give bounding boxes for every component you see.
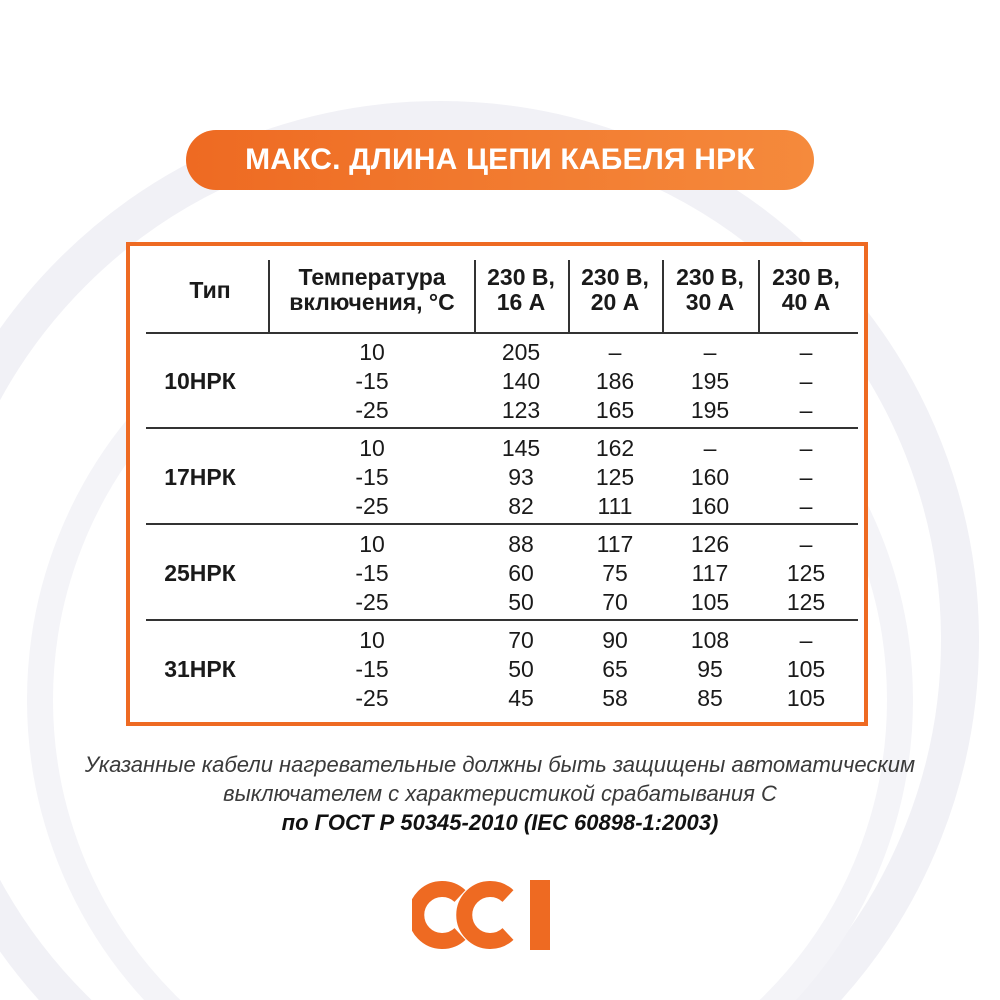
length-20a-cell: 65 [602, 656, 628, 682]
header-20a-line1: 230 В, [581, 264, 649, 290]
header-divider [474, 260, 476, 332]
length-20a-cell: 58 [602, 685, 628, 711]
length-30a-cell: 95 [697, 656, 723, 682]
header-16a-line2: 16 А [496, 289, 546, 315]
length-40a-cell: – [799, 627, 813, 653]
group-separator [146, 523, 858, 525]
temperature-cell: 10 [359, 531, 385, 557]
length-40a-cell: – [799, 397, 813, 423]
group-separator [146, 619, 858, 621]
cable-length-table [126, 242, 868, 726]
header-40a-line2: 40 А [781, 289, 831, 315]
temperature-cell: 10 [359, 627, 385, 653]
header-20a [568, 246, 662, 334]
length-40a-cell: – [799, 493, 813, 519]
length-16a-cell: 88 [508, 531, 534, 557]
length-40a-cell: – [799, 435, 813, 461]
temperature-cell: -25 [355, 589, 389, 615]
length-20a-cell: 117 [596, 531, 634, 557]
length-16a-cell: 82 [508, 493, 534, 519]
length-30a-cell: – [703, 339, 717, 365]
length-20a-cell: 90 [602, 627, 628, 653]
length-30a-cell: 108 [690, 627, 730, 653]
header-divider [758, 260, 760, 332]
footnote-line2: выключателем с характеристикой срабатывания С [223, 781, 777, 806]
length-20a-cell: 165 [595, 397, 635, 423]
length-30a-cell: 126 [690, 531, 730, 557]
header-16a-line1: 230 В, [487, 264, 555, 290]
length-40a-cell: – [799, 464, 813, 490]
header-divider [662, 260, 664, 332]
length-40a-cell: – [799, 531, 813, 557]
length-30a-cell: 195 [690, 397, 730, 423]
header-30a-line1: 230 В, [676, 264, 744, 290]
temperature-cell: -15 [355, 656, 389, 682]
length-30a-cell: – [703, 435, 717, 461]
length-20a-cell: 75 [602, 560, 628, 586]
header-temp-line1: Температура [298, 264, 446, 290]
page-title: МАКС. ДЛИНА ЦЕПИ КАБЕЛЯ НРК [245, 143, 755, 176]
length-40a-cell: 105 [786, 656, 826, 682]
header-20a-line2: 20 А [590, 289, 640, 315]
cable-type-label: 31НРК [164, 656, 236, 682]
cable-type-label: 25НРК [164, 560, 236, 586]
footnote [0, 750, 1000, 837]
header-type-label: Тип [189, 276, 231, 303]
length-40a-cell: 105 [786, 685, 826, 711]
length-16a-cell: 60 [508, 560, 534, 586]
temperature-cell: -25 [355, 397, 389, 423]
length-16a-cell: 45 [508, 685, 534, 711]
length-16a-cell: 50 [508, 589, 534, 615]
length-20a-cell: 162 [595, 435, 635, 461]
ssi-logo-icon [412, 880, 554, 950]
length-40a-cell: 125 [786, 589, 826, 615]
cable-type-label: 10НРК [164, 368, 236, 394]
header-temp-line2: включения, °С [289, 289, 455, 315]
length-40a-cell: 125 [786, 560, 826, 586]
length-16a-cell: 70 [508, 627, 534, 653]
length-20a-cell: 125 [595, 464, 635, 490]
title-banner [186, 130, 814, 190]
header-40a-line1: 230 В, [772, 264, 840, 290]
length-16a-cell: 140 [501, 368, 541, 394]
temperature-cell: -25 [355, 685, 389, 711]
length-16a-cell: 123 [501, 397, 541, 423]
length-16a-cell: 93 [508, 464, 534, 490]
length-40a-cell: – [799, 368, 813, 394]
length-20a-cell: – [608, 339, 622, 365]
header-divider [268, 260, 270, 332]
header-separator [146, 332, 858, 334]
length-20a-cell: 111 [597, 493, 633, 519]
length-30a-cell: 117 [691, 560, 729, 586]
temperature-cell: 10 [359, 339, 385, 365]
length-30a-cell: 160 [690, 464, 730, 490]
group-separator [146, 427, 858, 429]
length-40a-cell: – [799, 339, 813, 365]
length-30a-cell: 195 [690, 368, 730, 394]
temperature-cell: 10 [359, 435, 385, 461]
length-20a-cell: 186 [595, 368, 635, 394]
temperature-cell: -15 [355, 464, 389, 490]
length-16a-cell: 50 [508, 656, 534, 682]
header-divider [568, 260, 570, 332]
temperature-cell: -15 [355, 560, 389, 586]
length-30a-cell: 160 [690, 493, 730, 519]
header-40a [758, 246, 854, 334]
length-16a-cell: 145 [501, 435, 541, 461]
temperature-cell: -25 [355, 493, 389, 519]
cable-type-label: 17НРК [164, 464, 236, 490]
length-16a-cell: 205 [501, 339, 541, 365]
header-16a [474, 246, 568, 334]
length-30a-cell: 105 [690, 589, 730, 615]
header-30a [662, 246, 758, 334]
length-30a-cell: 85 [697, 685, 723, 711]
temperature-cell: -15 [355, 368, 389, 394]
footnote-standard: по ГОСТ Р 50345-2010 (IEC 60898-1:2003) [281, 810, 719, 835]
footnote-line1: Указанные кабели нагревательные должны быть защищены автоматическим [84, 752, 916, 777]
header-temperature [270, 246, 474, 334]
header-30a-line2: 30 А [685, 289, 735, 315]
header-type [150, 246, 270, 334]
length-20a-cell: 70 [602, 589, 628, 615]
